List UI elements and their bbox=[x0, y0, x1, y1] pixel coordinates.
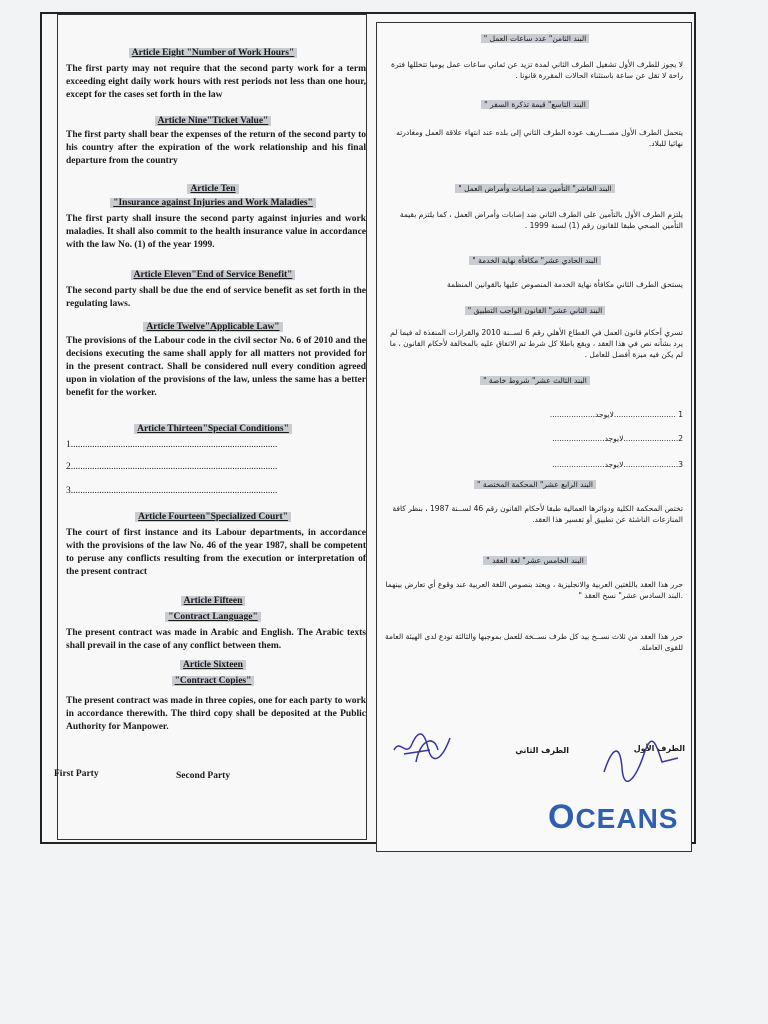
article-10-text: The first party shall insure the second party against injuries and work maladies. It shall also commit to the health insurance value in accordance with the law No. (1) of the year 1999. bbox=[66, 214, 366, 250]
arabic-article-15-text: حرر هذا العقد باللغتين العربية والانجليزية ، ويعتد بنصوص اللغة العربية عند وقوع أي تعارض بينهما .البند السادس عشر" نسخ العقد " bbox=[385, 580, 683, 600]
oceans-logo bbox=[548, 788, 678, 836]
arabic-article-10-text: يلتزم الطرف الأول بالتأمين على الطرف الثاني ضد إصابات وأمراض العمل ، كما يلتزم بقيمة التأمين الصحي طبقا للقانون رقم (1) لسنة 1999 . bbox=[399, 210, 683, 230]
article-11-heading: Article Eleven"End of Service Benefit" bbox=[58, 269, 368, 281]
special-condition-3: 3....................................................................................... bbox=[66, 486, 278, 496]
arabic-first-party-label: الطرف الأول bbox=[633, 744, 685, 753]
article-16-subheading: "Contract Copies" bbox=[58, 675, 368, 687]
arabic-condition-1: 1 ..........................لايوجد................... bbox=[549, 410, 683, 419]
first-party-signature bbox=[596, 738, 686, 782]
english-column bbox=[54, 14, 367, 840]
article-9-text: The first party shall bear the expenses of the return of the second party to his country after the expiration of the work relationship and his final departure from the country bbox=[66, 130, 366, 166]
article-14-text: The court of first instance and its Labour departments, in accordance with the provisions of the law No. 46 of the year 1987, shall be competent to peruse any conflicts resulting from the execution or interpretation of the present contract bbox=[66, 528, 366, 577]
article-16-text: The present contract was made in three copies, one for each party to work in accordance therewith. The third copy shall be deposited at the Public Authority for Manpower. bbox=[66, 696, 366, 732]
arabic-condition-3: 3.......................لايوجد...................... bbox=[552, 460, 683, 469]
article-14-heading: Article Fourteen"Specialized Court" bbox=[58, 511, 368, 523]
oceans-logo-text: OCEANS bbox=[548, 798, 679, 836]
arabic-article-8-heading: البند الثامن" عدد ساعات العمل " bbox=[377, 33, 693, 44]
arabic-article-9-heading: البند التاسع" قيمة تذكرة السفر " bbox=[377, 99, 693, 110]
arabic-article-14-text: تختص المحكمة الكلية ودوائرها العمالية طبقا لأحكام القانون رقم 46 لســنة 1987 ، بنظر كافة المنازعات الناشئة عن تطبيق أو تفسير هذا العقد. bbox=[392, 504, 683, 524]
arabic-second-party-label: الطرف الثاني bbox=[515, 746, 569, 755]
arabic-article-11-text: يستحق الطرف الثاني مكافأة نهاية الخدمة المنصوص عليها بالقوانين المنظمة bbox=[447, 280, 683, 289]
article-15-heading: Article Fifteen bbox=[58, 595, 368, 607]
arabic-article-13-heading: البند الثالث عشر" شروط خاصة " bbox=[377, 375, 693, 386]
arabic-article-16-text: حرر هذا العقد من ثلاث نســخ بيد كل طرف نســخة للعمل بموجبها والثالثة تودع لدى الهيئة العامة للقوى العاملة. bbox=[384, 632, 683, 652]
second-party-signature bbox=[390, 720, 460, 770]
article-12-text: The provisions of the Labour code in the civil sector No. 6 of 2010 and the decisions executing the same shall apply for all matters not provided for in the present contract. Shall be considered null every condition agreed upon in violation of the provisions of the law, unless the same has a better benefit for the worker. bbox=[66, 336, 366, 398]
arabic-article-11-heading: البند الحادي عشر" مكافأة نهاية الخدمة " bbox=[377, 255, 693, 266]
article-8-heading: Article Eight "Number of Work Hours" bbox=[58, 47, 368, 59]
arabic-article-10-heading: البند العاشر" التأمين ضد إصابات وأمراض العمل " bbox=[377, 183, 693, 194]
article-11-text: The second party shall be due the end of service benefit as set forth in the regulating laws. bbox=[66, 286, 366, 309]
arabic-condition-2: 2.......................لايوجد...................... bbox=[552, 434, 683, 443]
article-10-heading: Article Ten bbox=[58, 183, 368, 195]
arabic-article-15-heading: البند الخامس عشر" لغة العقد " bbox=[377, 555, 693, 566]
article-9-heading: Article Nine"Ticket Value" bbox=[58, 115, 368, 127]
article-15-subheading: "Contract Language" bbox=[58, 611, 368, 623]
article-16-heading: Article Sixteen bbox=[58, 659, 368, 671]
arabic-article-12-text: تسري أحكام قانون العمل في القطاع الأهلي رقم 6 لســنة 2010 والقرارات المنفذة له فيما لم يرد بشأنه نص في هذا العقد ، ويقع باطلا كل شرط تم الاتفاق عليه بالمخالفة لأحكام القانون ، ما لم يكن فيه ميزة أفضل للعامل . bbox=[389, 328, 683, 359]
article-15-text: The present contract was made in Arabic and English. The Arabic texts shall prevail in the case of any conflict between them. bbox=[66, 628, 366, 651]
arabic-article-9-text: يتحمل الطرف الأول مصـــاريف عودة الطرف الثاني إلى بلده عند انتهاء علاقة العمل ومغادرته نهائيا للبلاد. bbox=[396, 128, 683, 148]
arabic-article-14-heading: البند الرابع عشر" المحكمة المختصة " bbox=[377, 479, 693, 490]
special-condition-2: 2....................................................................................... bbox=[66, 462, 278, 472]
special-condition-1: 1....................................................................................... bbox=[66, 440, 278, 450]
article-8-text: The first party may not require that the second party work for a term exceeding eight daily work hours with rest periods not less than one hour, except for the cases set forth in the law bbox=[66, 64, 366, 100]
article-10-subheading: "Insurance against Injuries and Work Maladies" bbox=[58, 197, 368, 209]
arabic-article-12-heading: البند الثاني عشر" القانون الواجب التطبيق " bbox=[377, 305, 693, 316]
first-party-label: First Party bbox=[54, 769, 99, 779]
article-12-heading: Article Twelve"Applicable Law" bbox=[58, 321, 368, 333]
article-13-heading: Article Thirteen"Special Conditions" bbox=[58, 423, 368, 435]
second-party-label: Second Party bbox=[176, 771, 231, 781]
arabic-article-8-text: لا يجوز للطرف الأول تشغيل الطرف الثاني لمدة تزيد عن ثماني ساعات عمل يوميا تتخللها فترة راحة لا تقل عن ساعة باستثناء الحالات المقررة قانونا . bbox=[391, 60, 683, 80]
